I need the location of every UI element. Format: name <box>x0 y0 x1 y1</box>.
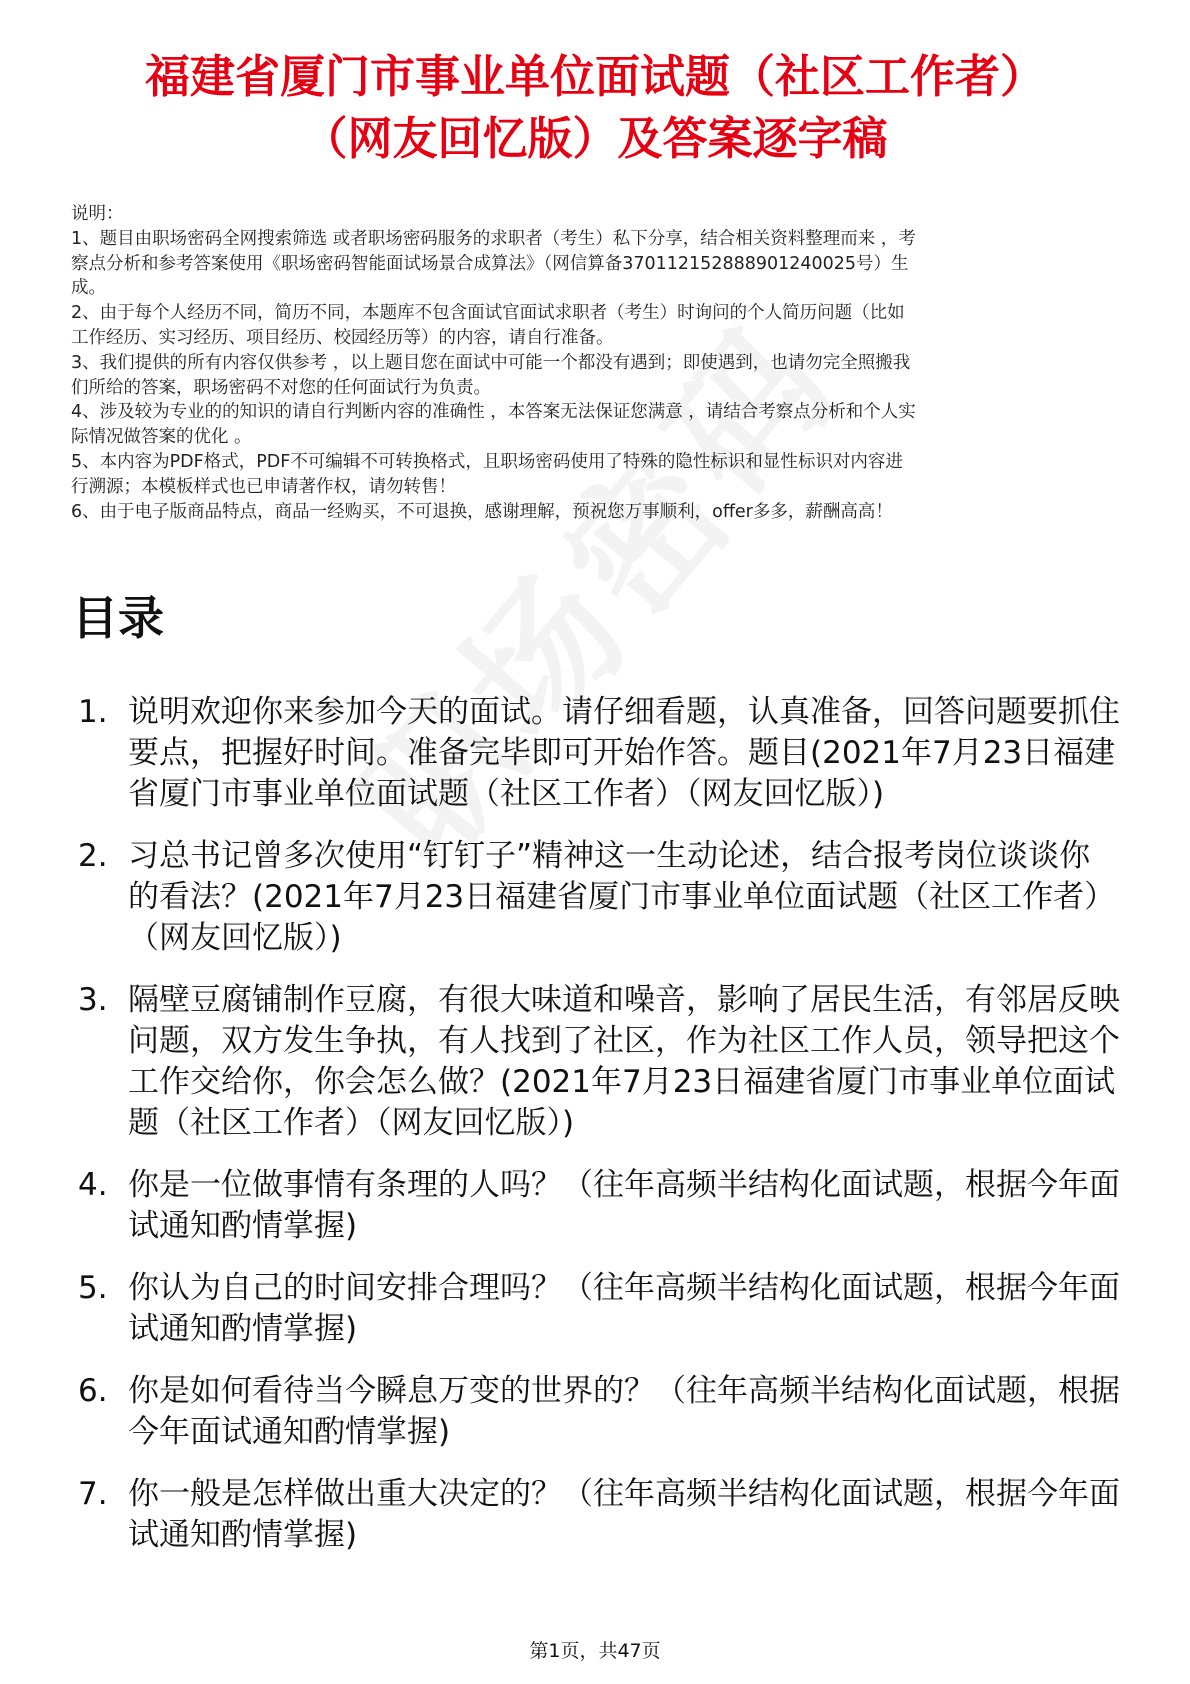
toc-item[interactable] <box>70 1268 1120 1350</box>
page-footer: 第1页，共47页 <box>529 1640 661 1662</box>
notes-line: 际情况做答案的优化 。 <box>71 427 252 448</box>
toc-list <box>70 692 1120 1577</box>
toc-item-text: 习总书记曾多次使用“钉钉子”精神这一生动论述，结合报考岗位谈谈你的看法？(2021年7月23日福建省厦门市事业单位面试题（社区工作者）（网友回忆版）) <box>128 838 1116 956</box>
toc-item-text: 隔壁豆腐铺制作豆腐，有很大味道和噪音，影响了居民生活，有邻居反映问题，双方发生争执，有人找到了社区，作为社区工作人员，领导把这个工作交给你，你会怎么做？(2021年7月23日福建省厦门市事业单位面试题（社区工作者）（网友回忆版）) <box>128 982 1120 1141</box>
notes-line: 成。 <box>71 278 106 299</box>
notes-line: 2、由于每个人经历不同，简历不同，本题库不包含面试官面试求职者（考生）时询问的个人简历问题（比如 <box>71 303 905 324</box>
toc-item-text: 你认为自己的时间安排合理吗？（往年高频半结构化面试题，根据今年面试通知酌情掌握) <box>128 1270 1120 1347</box>
toc-item-number: 3. <box>78 982 108 1018</box>
toc-item-number: 7. <box>78 1476 108 1512</box>
toc-item-number: 6. <box>78 1373 108 1409</box>
document-title <box>50 46 1140 170</box>
notes-line: 察点分析和参考答案使用《职场密码智能面试场景合成算法》（网信算备370112152888901240025号）生 <box>71 253 909 274</box>
notes-line: 5、本内容为PDF格式，PDF不可编辑不可转换格式，且职场密码使用了特殊的隐性标识和显性标识对内容进 <box>71 451 903 472</box>
toc-item-text: 你一般是怎样做出重大决定的？（往年高频半结构化面试题，根据今年面试通知酌情掌握) <box>128 1476 1120 1553</box>
toc-item-number: 4. <box>78 1167 108 1203</box>
notes-section <box>71 202 1121 524</box>
toc-item-text: 你是如何看待当今瞬息万变的世界的？（往年高频半结构化面试题，根据今年面试通知酌情掌握) <box>128 1373 1120 1450</box>
toc-heading: 目录 <box>72 591 164 645</box>
notes-heading: 说明： <box>71 204 124 224</box>
toc-item-number: 1. <box>78 694 108 730</box>
toc-item[interactable] <box>70 1165 1120 1247</box>
notes-line: 们所给的答案，职场密码不对您的任何面试行为负责。 <box>71 377 491 398</box>
notes-line: 6、由于电子版商品特点，商品一经购买，不可退换，感谢理解，预祝您万事顺利，offer多多，薪酬高高！ <box>71 501 893 522</box>
toc-item[interactable] <box>70 1371 1120 1453</box>
toc-item-text: 你是一位做事情有条理的人吗？（往年高频半结构化面试题，根据今年面试通知酌情掌握) <box>128 1167 1120 1244</box>
toc-item-number: 2. <box>78 838 108 874</box>
notes-line: 4、涉及较为专业的的知识的请自行判断内容的准确性 ，本答案无法保证您满意 ，请结合考察点分析和个人实 <box>71 402 916 423</box>
title-line-1: 福建省厦门市事业单位面试题（社区工作者） <box>144 50 1045 103</box>
toc-item[interactable] <box>70 692 1120 815</box>
notes-line: 1、题目由职场密码全网搜索筛选 或者职场密码服务的求职者（考生）私下分享，结合相关资料整理而来 ，考 <box>71 228 916 249</box>
toc-item-number: 5. <box>78 1270 108 1306</box>
title-line-2: （网友回忆版）及答案逐字稿 <box>302 112 888 165</box>
notes-line: 行溯源；本模板样式也已申请著作权，请勿转售！ <box>71 476 456 497</box>
toc-item[interactable] <box>70 1474 1120 1556</box>
notes-line: 工作经历、实习经历、项目经历、校园经历等）的内容，请自行准备。 <box>71 327 614 348</box>
toc-item-text: 说明欢迎你来参加今天的面试。请仔细看题，认真准备，回答问题要抓住要点，把握好时间。准备完毕即可开始作答。题目(2021年7月23日福建省厦门市事业单位面试题（社区工作者）（网友回忆版）) <box>128 694 1120 812</box>
toc-item[interactable] <box>70 836 1120 959</box>
toc-item[interactable] <box>70 980 1120 1144</box>
notes-line: 3、我们提供的所有内容仅供参考 ，以上题目您在面试中可能一个都没有遇到；即使遇到，也请勿完全照搬我 <box>71 352 911 373</box>
